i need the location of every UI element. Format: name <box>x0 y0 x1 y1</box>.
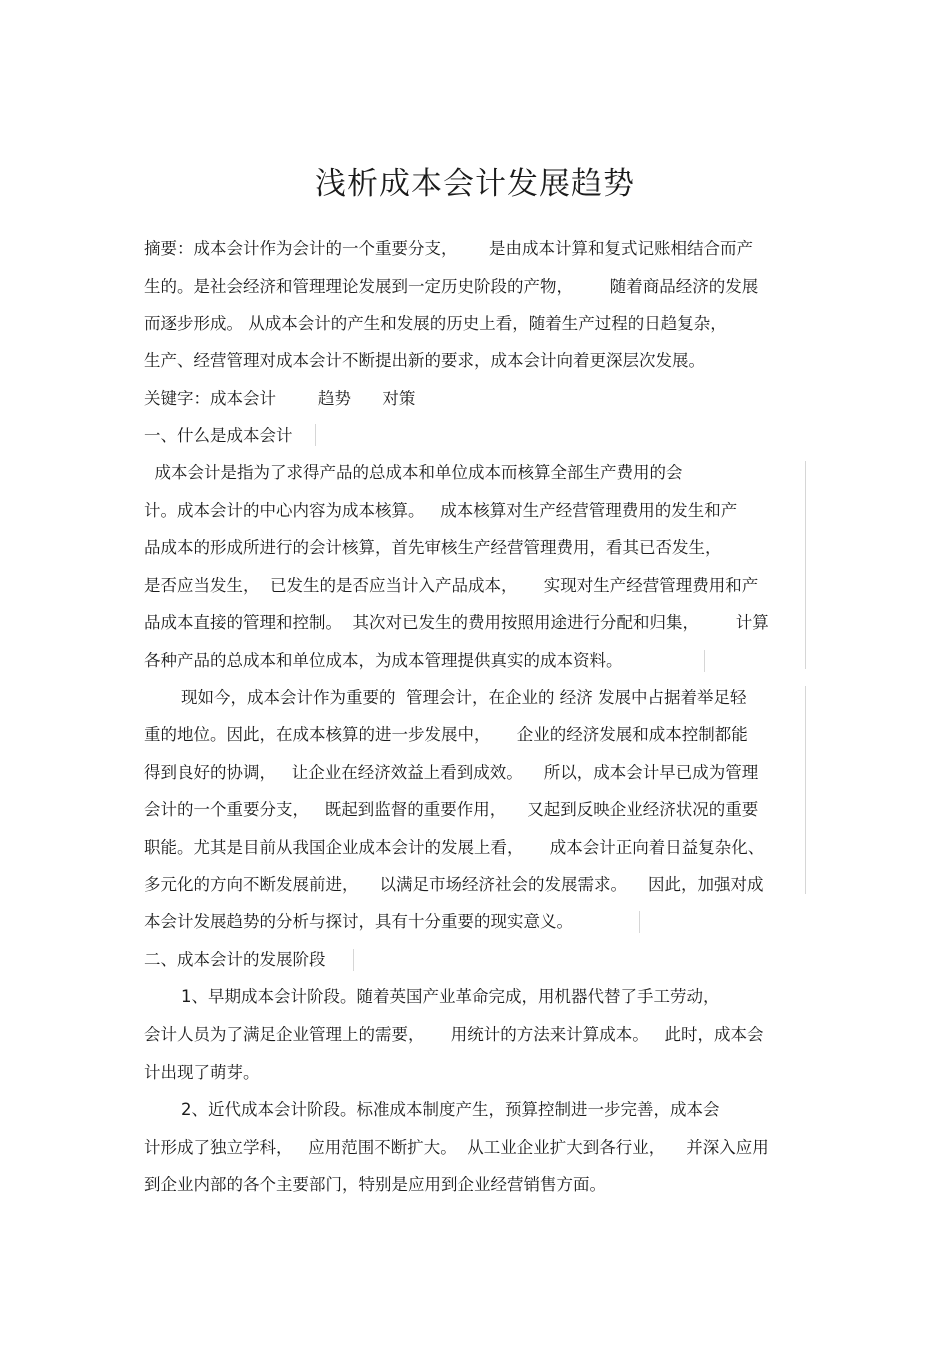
text-line: 计出现了萌芽。 <box>144 1063 260 1082</box>
divider <box>315 424 316 446</box>
text-line: 是否应当发生， 已发生的是否应当计入产品成本， 实现对生产经营管理费用和产 <box>144 576 759 595</box>
text-line: 2、近代成本会计阶段。标准成本制度产生，预算控制进一步完善，成本会 <box>181 1100 720 1119</box>
text-line: 本会计发展趋势的分析与探讨，具有十分重要的现实意义。 <box>144 912 573 931</box>
text-line: 重的地位。因此，在成本核算的进一步发展中， 企业的经济发展和成本控制都能 <box>144 725 748 744</box>
text-line: 得到良好的协调， 让企业在经济效益上看到成效。 所以，成本会计早已成为管理 <box>144 763 759 782</box>
text-line: 计形成了独立学科， 应用范围不断扩大。 从工业企业扩大到各行业， 并深入应用 <box>144 1138 769 1157</box>
text-line: 会计人员为了满足企业管理上的需要， 用统计的方法来计算成本。 此时，成本会 <box>144 1025 764 1044</box>
divider <box>704 650 705 672</box>
divider <box>805 461 806 669</box>
text-line: 多元化的方向不断发展前进， 以满足市场经济社会的发展需求。 因此，加强对成 <box>144 875 764 894</box>
divider <box>353 949 354 971</box>
text-line: 现如今，成本会计作为重要的 管理会计，在企业的 经济 发展中占据着举足轻 <box>181 688 747 707</box>
text-line: 成本会计是指为了求得产品的总成本和单位成本而核算全部生产费用的会 <box>144 463 683 482</box>
text-line: 二、成本会计的发展阶段 <box>144 950 326 969</box>
text-line: 生产、经营管理对成本会计不断提出新的要求，成本会计向着更深层次发展。 <box>144 351 705 370</box>
text-line: 职能。尤其是目前从我国企业成本会计的发展上看， 成本会计正向着日益复杂化、 <box>144 838 765 857</box>
document-title: 浅析成本会计发展趋势 <box>315 166 635 202</box>
divider <box>639 911 640 933</box>
text-line: 品成本的形成所进行的会计核算，首先审核生产经营管理费用，看其已否发生， <box>144 538 722 557</box>
text-line: 摘要：成本会计作为会计的一个重要分支， 是由成本计算和复式记账相结合而产 <box>144 239 753 258</box>
divider <box>805 686 806 894</box>
text-line: 品成本直接的管理和控制。 其次对已发生的费用按照用途进行分配和归集， 计算 <box>144 613 769 632</box>
text-line: 生的。是社会经济和管理理论发展到一定历史阶段的产物， 随着商品经济的发展 <box>144 277 759 296</box>
text-line: 会计的一个重要分支， 既起到监督的重要作用， 又起到反映企业经济状况的重要 <box>144 800 759 819</box>
text-line: 到企业内部的各个主要部门，特别是应用到企业经营销售方面。 <box>144 1175 606 1194</box>
text-line: 关键字：成本会计 趋势 对策 <box>144 389 416 408</box>
text-line: 1、早期成本会计阶段。随着英国产业革命完成，用机器代替了手工劳动， <box>181 987 720 1006</box>
text-line: 而逐步形成。 从成本会计的产生和发展的历史上看，随着生产过程的日趋复杂， <box>144 314 727 333</box>
text-line: 各种产品的总成本和单位成本，为成本管理提供真实的成本资料。 <box>144 651 623 670</box>
text-line: 一、什么是成本会计 <box>144 426 293 445</box>
text-line: 计。成本会计的中心内容为成本核算。 成本核算对生产经营管理费用的发生和产 <box>144 501 738 520</box>
